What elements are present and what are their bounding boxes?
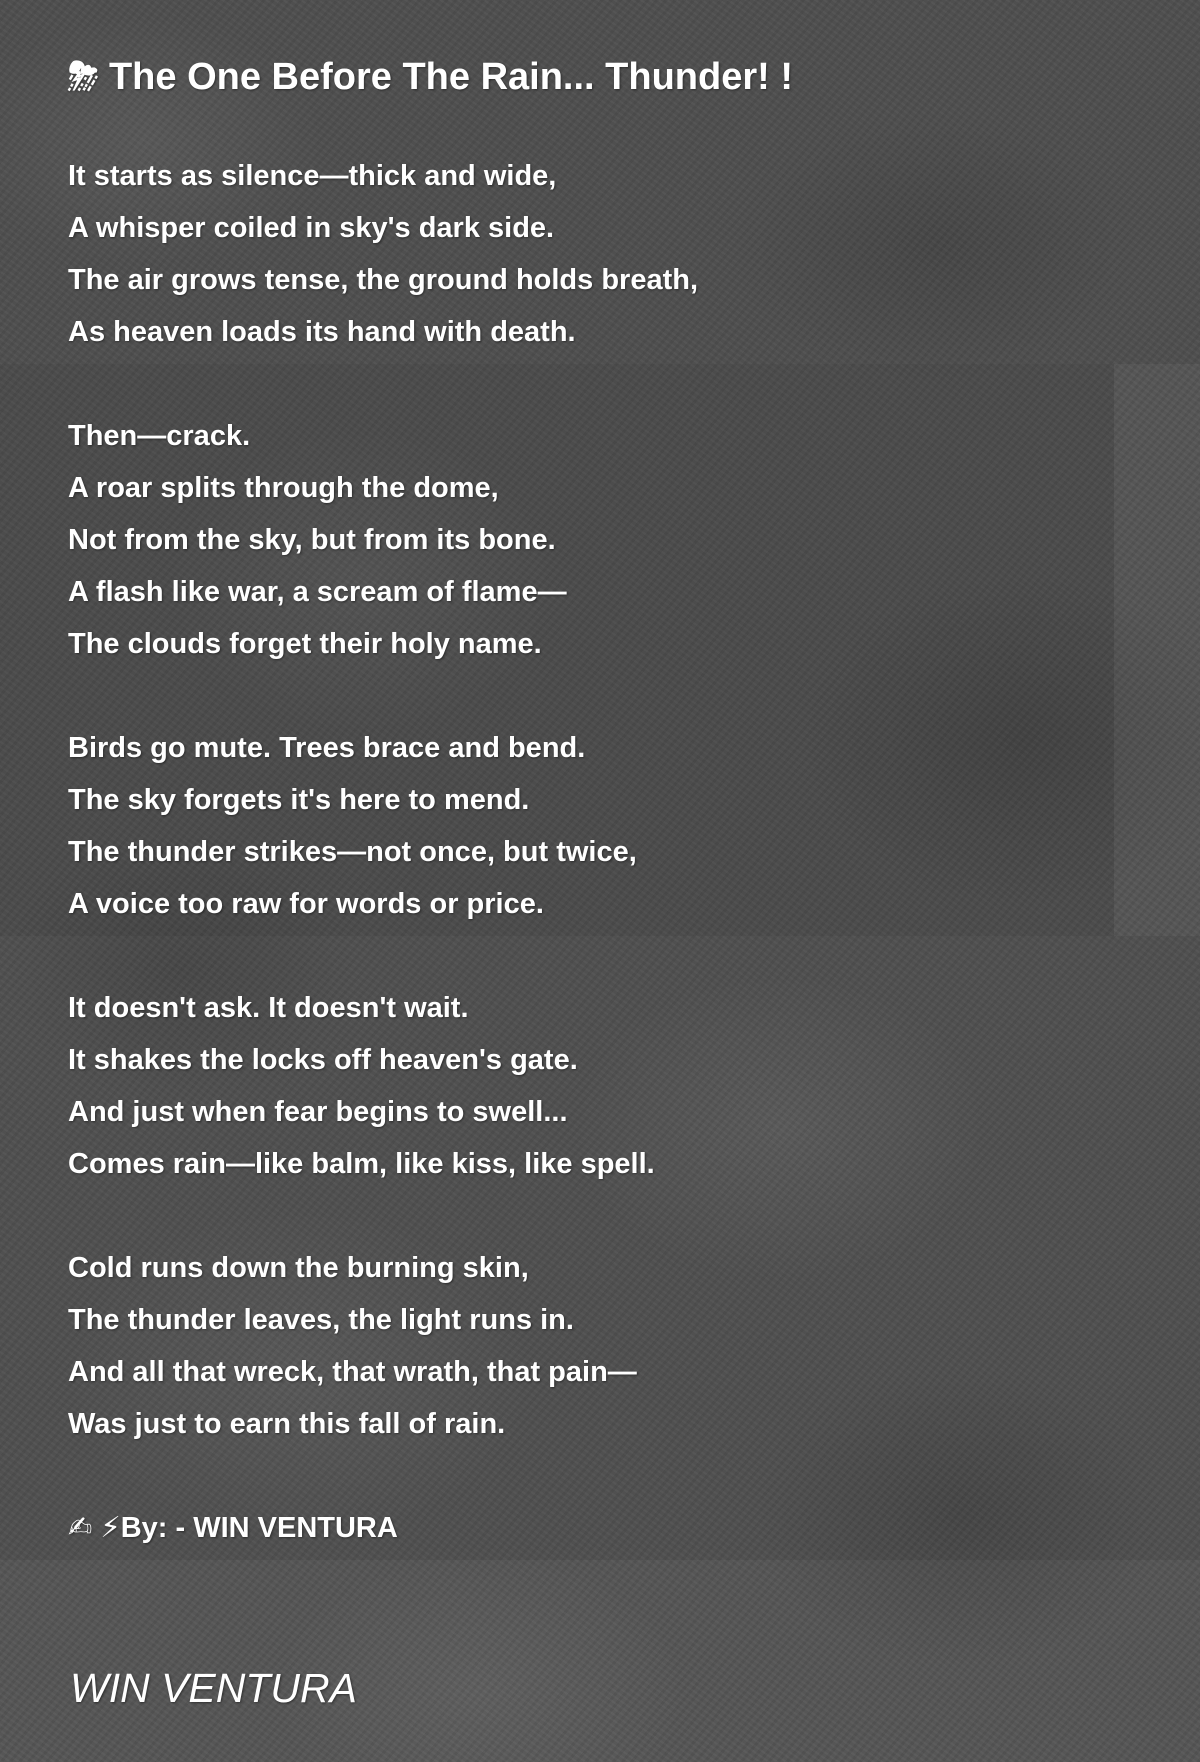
poem-line: A flash like war, a scream of flame— (68, 576, 567, 608)
poem-line: The air grows tense, the ground holds breath, (68, 264, 699, 296)
poem-line: Then—crack. (68, 420, 251, 452)
poem-line: A whisper coiled in sky's dark side. (68, 212, 555, 244)
poem-line: Not from the sky, but from its bone. (68, 524, 556, 556)
author-name: WIN VENTURA (70, 1665, 357, 1711)
poem-line: It doesn't ask. It doesn't wait. (68, 992, 469, 1024)
poem-line: A voice too raw for words or price. (68, 888, 544, 920)
poem-line: The thunder leaves, the light runs in. (68, 1304, 574, 1336)
poem-line: The clouds forget their holy name. (68, 628, 542, 660)
poem-container (68, 44, 1128, 1554)
poem-line: It starts as silence—thick and wide, (68, 160, 557, 192)
poem-line: Comes rain—like balm, like kiss, like spell. (68, 1148, 655, 1180)
poem-line: It shakes the locks off heaven's gate. (68, 1044, 578, 1076)
poem-line: The thunder strikes—not once, but twice, (68, 836, 637, 868)
poem-line: A roar splits through the dome, (68, 472, 499, 504)
poem-line: And just when fear begins to swell... (68, 1096, 568, 1128)
poem-line: Was just to earn this fall of rain. (68, 1408, 506, 1440)
stanza-1 (68, 150, 1128, 358)
poem-line: As heaven loads its hand with death. (68, 316, 576, 348)
stanza-5 (68, 1242, 1128, 1450)
poem-byline: ✍ ⚡By: - WIN VENTURA (68, 1512, 398, 1544)
poem-line: The sky forgets it's here to mend. (68, 784, 530, 816)
poem-line: Birds go mute. Trees brace and bend. (68, 732, 586, 764)
stanza-3 (68, 722, 1128, 930)
poem-title: ⛈ The One Before The Rain... Thunder! ! (68, 56, 793, 98)
poem-line: Cold runs down the burning skin, (68, 1252, 529, 1284)
stanza-2 (68, 410, 1128, 670)
poem-line: And all that wreck, that wrath, that pain— (68, 1356, 637, 1388)
stanza-4 (68, 982, 1128, 1190)
